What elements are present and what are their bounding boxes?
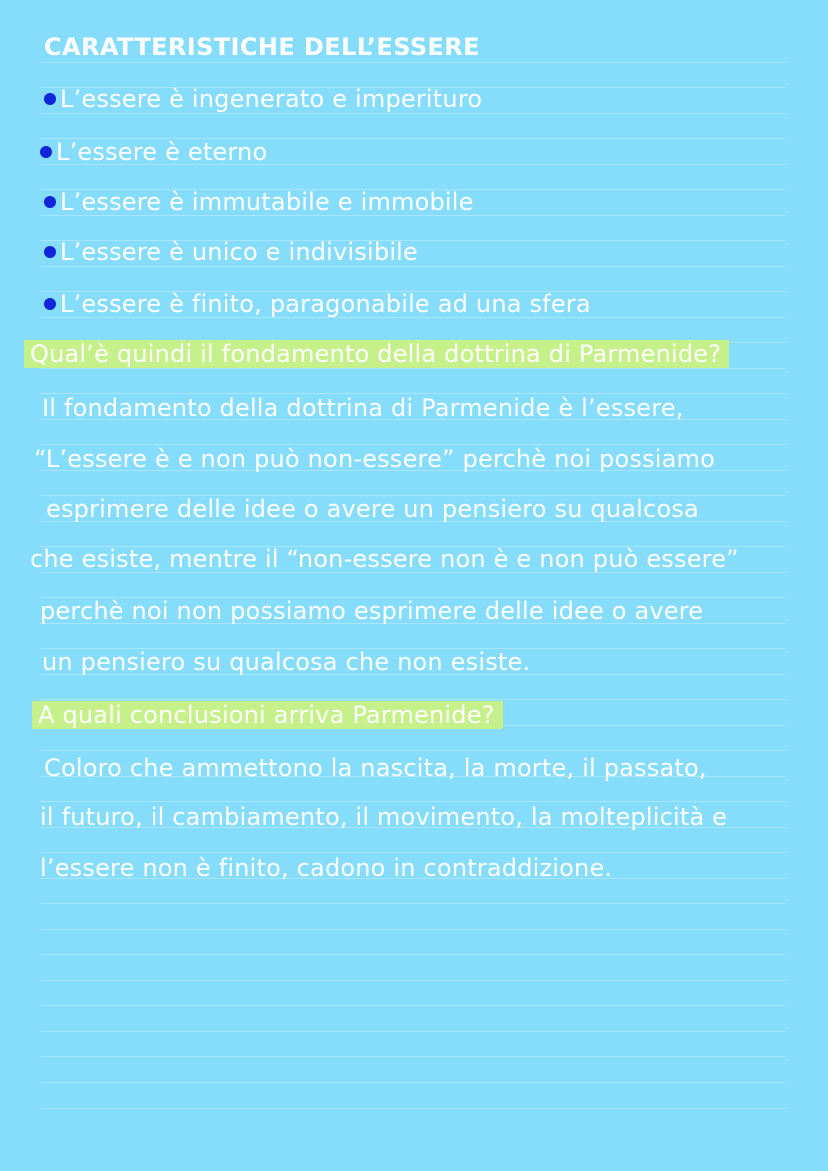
ruled-line	[40, 750, 786, 751]
bullet-dot-icon	[44, 93, 56, 105]
bullet-item	[44, 237, 418, 267]
answer-line: Coloro che ammettono la nascita, la morte, il passato,	[44, 754, 707, 782]
bullet-item	[40, 137, 267, 167]
question-1	[24, 339, 729, 369]
question-2	[32, 700, 503, 730]
bullet-text: L’essere è ingenerato e imperituro	[60, 85, 483, 113]
ruled-line	[40, 903, 786, 904]
bullet-dot-icon	[40, 146, 52, 158]
highlighted-question: Qual’è quindi il fondamento della dottrina di Parmenide?	[24, 340, 729, 368]
bullet-text: L’essere è unico e indivisibile	[60, 238, 419, 266]
answer-line: perchè noi non possiamo esprimere delle idee o avere	[40, 597, 704, 625]
bullet-text: L’essere è immutabile e immobile	[60, 188, 474, 216]
ruled-line	[40, 1031, 786, 1032]
ruled-line	[40, 62, 786, 63]
bullet-text: L’essere è finito, paragonabile ad una sfera	[60, 290, 591, 318]
answer-line: “L’essere è e non può non-essere” perchè noi possiamo	[34, 445, 716, 473]
ruled-line	[40, 980, 786, 981]
ruled-line	[40, 1056, 786, 1057]
bullet-dot-icon	[44, 298, 56, 310]
ruled-line	[40, 954, 786, 955]
answer-line: che esiste, mentre il “non-essere non è e non può essere”	[30, 545, 739, 573]
bullet-item	[44, 289, 591, 319]
bullet-dot-icon	[44, 246, 56, 258]
answer-line: esprimere delle idee o avere un pensiero su qualcosa	[46, 495, 699, 523]
ruled-line	[40, 1082, 786, 1083]
bullet-item	[44, 84, 482, 114]
page-title: CARATTERISTICHE DELL’ESSERE	[44, 33, 480, 61]
bullet-dot-icon	[44, 196, 56, 208]
ruled-line	[40, 929, 786, 930]
highlighted-question: A quali conclusioni arriva Parmenide?	[32, 701, 503, 729]
ruled-line	[40, 1108, 786, 1109]
answer-line: Il fondamento della dottrina di Parmenide è l’essere,	[42, 394, 684, 422]
ruled-line	[40, 1005, 786, 1006]
answer-line: un pensiero su qualcosa che non esiste.	[42, 648, 531, 676]
bullet-item	[44, 187, 474, 217]
answer-line: l’essere non è finito, cadono in contraddizione.	[40, 854, 613, 882]
answer-line: il futuro, il cambiamento, il movimento, la molteplicità e	[40, 803, 728, 831]
bullet-text: L’essere è eterno	[56, 138, 268, 166]
